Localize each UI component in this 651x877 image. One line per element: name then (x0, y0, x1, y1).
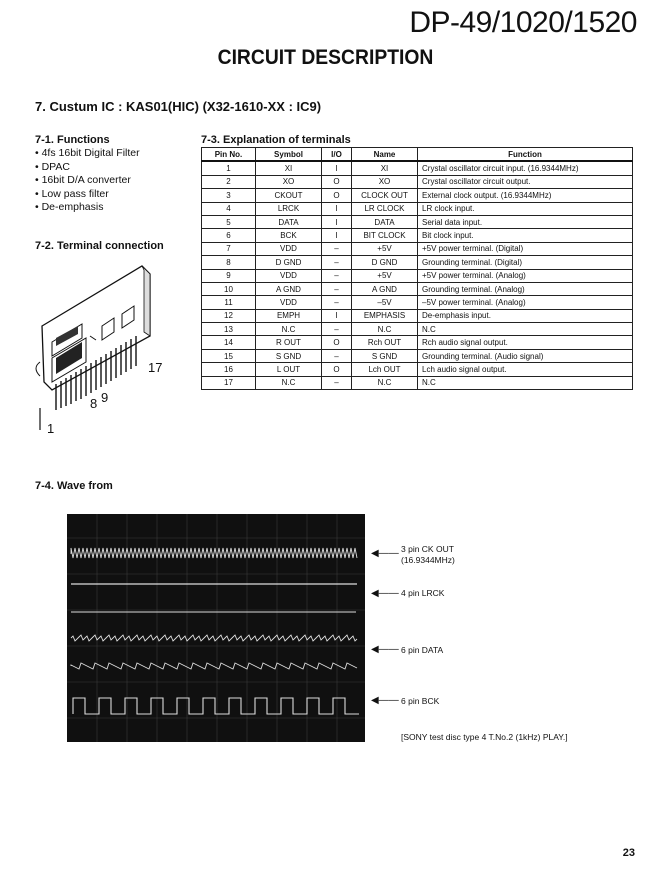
section-title: 7. Custum IC : KAS01(HIC) (X32-1610-XX : IC9) (35, 99, 322, 114)
column-header: Symbol (256, 148, 322, 162)
table-cell: DATA (352, 215, 418, 228)
table-cell: CKOUT (256, 189, 322, 202)
table-cell: – (322, 256, 352, 269)
trace-label: 4 pin LRCK (401, 588, 445, 598)
column-header: Pin No. (202, 148, 256, 162)
table-cell: N.C (352, 376, 418, 389)
list-item: • 4fs 16bit Digital Filter (35, 147, 140, 161)
table-cell: – (322, 242, 352, 255)
table-cell: 14 (202, 336, 256, 349)
trace-label-sub: (16.9344MHz) (401, 555, 455, 565)
pin-label: 9 (101, 390, 109, 405)
table-cell: VDD (256, 242, 322, 255)
table-cell: 2 (202, 175, 256, 188)
table-cell: 16 (202, 363, 256, 376)
table-row (202, 376, 633, 389)
table-cell: CLOCK OUT (352, 189, 418, 202)
table-cell: S GND (352, 349, 418, 362)
table-cell: 5 (202, 215, 256, 228)
table-cell: VDD (256, 269, 322, 282)
column-header: I/O (322, 148, 352, 162)
table-cell: +5V power terminal. (Digital) (418, 242, 633, 255)
terminals-table (201, 147, 633, 390)
table-row (202, 242, 633, 255)
table-cell: –5V (352, 296, 418, 309)
table-cell: EMPHASIS (352, 309, 418, 322)
terminal-connection-title: 7-2. Terminal connection (35, 240, 164, 252)
table-row (202, 309, 633, 322)
test-disc-note: [SONY test disc type 4 T.No.2 (1kHz) PLAY.] (401, 732, 568, 742)
table-cell: 1 (202, 161, 256, 175)
table-cell: 12 (202, 309, 256, 322)
table-cell: Rch audio signal output. (418, 336, 633, 349)
table-cell: XI (352, 161, 418, 175)
ic-package-drawing (30, 258, 170, 438)
table-cell: 4 (202, 202, 256, 215)
table-cell: L OUT (256, 363, 322, 376)
table-cell: N.C (256, 323, 322, 336)
table-cell: XO (256, 175, 322, 188)
table-cell: XO (352, 175, 418, 188)
table-cell: I (322, 215, 352, 228)
pin-label: 8 (90, 396, 98, 411)
table-cell: 6 (202, 229, 256, 242)
table-cell: – (322, 323, 352, 336)
table-cell: O (322, 336, 352, 349)
list-item: • De-emphasis (35, 201, 140, 215)
table-cell: Bit clock input. (418, 229, 633, 242)
table-cell: LR clock input. (418, 202, 633, 215)
table-cell: XI (256, 161, 322, 175)
table-cell: I (322, 161, 352, 175)
table-cell: De-emphasis input. (418, 309, 633, 322)
table-cell: 8 (202, 256, 256, 269)
table-cell: I (322, 309, 352, 322)
page-title: CIRCUIT DESCRIPTION (217, 46, 434, 69)
trace-label-text: 3 pin CK OUT (401, 544, 454, 554)
table-cell: 7 (202, 242, 256, 255)
trace-arrow: ◀—— (371, 548, 399, 559)
table-cell: Grounding terminal. (Analog) (418, 282, 633, 295)
wave-title: 7-4. Wave from (35, 480, 113, 492)
table-row (202, 229, 633, 242)
column-header: Function (418, 148, 633, 162)
table-cell: S GND (256, 349, 322, 362)
trace-label (401, 544, 455, 566)
table-cell: 11 (202, 296, 256, 309)
trace-arrow: ◀—— (371, 644, 399, 655)
table-row (202, 269, 633, 282)
table-cell: –5V power terminal. (Analog) (418, 296, 633, 309)
table-cell: O (322, 189, 352, 202)
list-item: • DPAC (35, 161, 140, 175)
table-row (202, 175, 633, 188)
table-cell: – (322, 269, 352, 282)
list-item: • Low pass filter (35, 188, 140, 202)
table-cell: R OUT (256, 336, 322, 349)
table-row (202, 189, 633, 202)
table-cell: – (322, 376, 352, 389)
table-cell: Lch OUT (352, 363, 418, 376)
table-cell: Grounding terminal. (Audio signal) (418, 349, 633, 362)
table-row (202, 349, 633, 362)
table-row (202, 215, 633, 228)
table-cell: Crystal oscillator circuit output. (418, 175, 633, 188)
table-cell: – (322, 296, 352, 309)
table-row (202, 296, 633, 309)
trace-label: 6 pin DATA (401, 645, 444, 655)
table-cell: 17 (202, 376, 256, 389)
table-header-row (202, 148, 633, 162)
table-cell: – (322, 349, 352, 362)
terminals-table-body (202, 161, 633, 389)
table-row (202, 202, 633, 215)
table-cell: A GND (256, 282, 322, 295)
table-row (202, 336, 633, 349)
table-cell: N.C (418, 323, 633, 336)
list-item: • 16bit D/A converter (35, 174, 140, 188)
column-header: Name (352, 148, 418, 162)
table-cell: N.C (352, 323, 418, 336)
table-cell: A GND (352, 282, 418, 295)
table-cell: – (322, 282, 352, 295)
page-number: 23 (622, 847, 635, 859)
trace-arrow: ◀—— (371, 695, 399, 706)
table-cell: Rch OUT (352, 336, 418, 349)
table-cell: O (322, 175, 352, 188)
table-row (202, 323, 633, 336)
table-cell: DATA (256, 215, 322, 228)
terminals-title: 7-3. Explanation of terminals (201, 134, 351, 146)
table-row (202, 282, 633, 295)
table-row (202, 161, 633, 175)
model-number: DP-49/1020/1520 (409, 6, 637, 39)
table-cell: External clock output. (16.9344MHz) (418, 189, 633, 202)
table-cell: I (322, 229, 352, 242)
table-cell: +5V power terminal. (Analog) (418, 269, 633, 282)
functions-list (35, 147, 140, 215)
pin-label: 17 (148, 360, 163, 375)
trace-label: 6 pin BCK (401, 696, 440, 706)
pin-label: 1 (47, 421, 55, 436)
table-cell: VDD (256, 296, 322, 309)
table-cell: LR CLOCK (352, 202, 418, 215)
table-cell: BIT CLOCK (352, 229, 418, 242)
table-cell: 9 (202, 269, 256, 282)
table-cell: Crystal oscillator circuit input. (16.9344MHz) (418, 161, 633, 175)
functions-title: 7-1. Functions (35, 134, 110, 146)
table-row (202, 256, 633, 269)
table-cell: EMPH (256, 309, 322, 322)
table-cell: Grounding terminal. (Digital) (418, 256, 633, 269)
table-cell: N.C (256, 376, 322, 389)
table-cell: LRCK (256, 202, 322, 215)
table-cell: +5V (352, 242, 418, 255)
table-cell: +5V (352, 269, 418, 282)
table-cell: N.C (418, 376, 633, 389)
table-cell: BCK (256, 229, 322, 242)
table-cell: I (322, 202, 352, 215)
table-cell: Serial data input. (418, 215, 633, 228)
table-cell: 10 (202, 282, 256, 295)
table-cell: D GND (352, 256, 418, 269)
table-cell: 3 (202, 189, 256, 202)
table-cell: 15 (202, 349, 256, 362)
table-cell: D GND (256, 256, 322, 269)
table-cell: Lch audio signal output. (418, 363, 633, 376)
trace-arrow: ◀—— (371, 588, 399, 599)
oscilloscope-image (67, 514, 365, 742)
table-cell: 13 (202, 323, 256, 336)
table-row (202, 363, 633, 376)
table-cell: O (322, 363, 352, 376)
